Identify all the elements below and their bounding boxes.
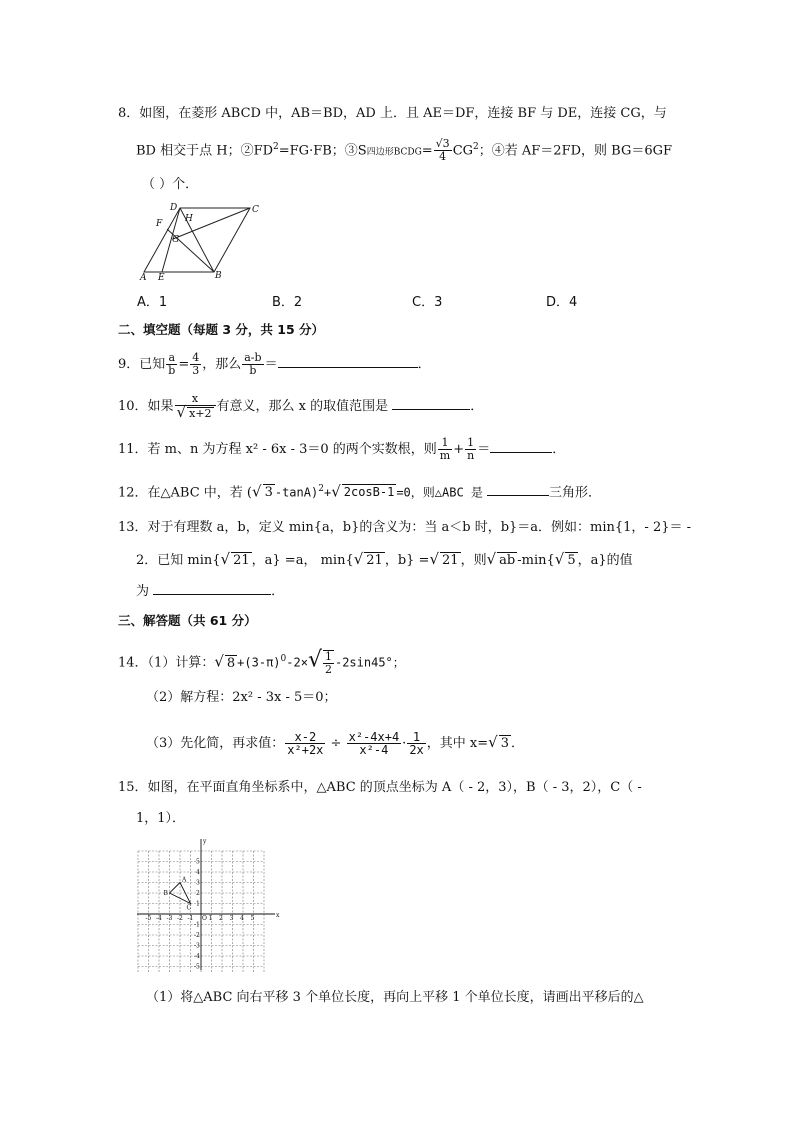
q11-part: 11．若 m、n 为方程 x² - 6x - 3＝0 的两个实数根，则 <box>118 442 437 457</box>
q9-part: 9．已知 <box>118 357 166 372</box>
figure-point-label: D <box>170 203 178 213</box>
q12-part: 三角形． <box>549 485 602 501</box>
sqrt-content: 21 <box>442 553 459 568</box>
figure-point-label: E <box>158 273 165 283</box>
y-tick-label: -5 <box>194 963 200 971</box>
q9-frac3 <box>242 352 263 377</box>
q11-part: + <box>453 442 465 457</box>
q10-part: ． <box>470 399 484 414</box>
frac-den: b <box>249 364 257 377</box>
q12-part: + <box>323 485 332 500</box>
y-tick-label: -2 <box>194 932 200 939</box>
q8-frac-den: 4 <box>439 150 447 164</box>
x-tick-label: 3 <box>229 915 234 922</box>
sqrt-content: 5 <box>567 553 576 568</box>
y-tick-label: 2 <box>196 890 200 897</box>
q11-part: ＝ <box>477 442 491 457</box>
q9-part: ． <box>417 357 431 372</box>
q9-frac1 <box>166 352 177 377</box>
q8-line2-part: = <box>421 143 433 159</box>
q8-frac-num: √3 <box>435 137 450 151</box>
figure-point-label: A <box>140 273 147 283</box>
q14-part: ÷ <box>330 736 342 751</box>
q11-frac2 <box>465 437 476 462</box>
frac-num: x <box>175 393 216 406</box>
q14-frac3 <box>407 731 425 756</box>
q11-frac1 <box>438 437 452 462</box>
figure-point-label: C <box>252 205 259 215</box>
frac-den: 2 <box>324 663 332 676</box>
frac-den: x²-4 <box>359 743 389 757</box>
q13-line2: 2．已知 min{√ 21 ，a} =a， min{√ 21 ，b} =√ 21 ，则√ ab -min{√ 5 ，a}的值 <box>136 550 633 568</box>
q9-part: = <box>178 357 190 372</box>
answer-blank[interactable] <box>278 355 418 368</box>
frac-num: x-2 <box>285 731 325 744</box>
q10 <box>118 393 483 420</box>
q13-part: 2．已知 min{ <box>136 553 221 568</box>
sqrt-content: 21 <box>233 553 250 568</box>
point-a-label: A <box>182 876 187 884</box>
frac-num: 4 <box>192 351 200 364</box>
figure-point-label: G <box>172 235 180 245</box>
q14-part2: （2）解方程：2x² - 3x - 5＝0； <box>146 690 337 705</box>
q14-part: ，其中 x= <box>426 736 489 751</box>
q13-line3 <box>136 582 284 601</box>
q13-part: ，a} =a， min{ <box>251 553 354 568</box>
sqrt-content: 3 <box>264 485 273 501</box>
point-b-label: B <box>163 890 168 897</box>
q14-sup: 0 <box>280 654 287 665</box>
q14-frac2 <box>347 731 402 756</box>
frac-den: b <box>168 364 176 377</box>
figure-point-label: H <box>185 214 193 224</box>
rhombus-figure <box>130 198 270 284</box>
x-tick-label: -1 <box>187 915 194 922</box>
y-axis-label: y <box>203 838 207 845</box>
frac-num: 1 <box>465 437 476 450</box>
q9-frac2 <box>190 352 201 377</box>
q14-part: · <box>402 736 407 751</box>
q12-part: 12．在△ABC 中，若 ( <box>118 485 253 501</box>
point-c-label: C <box>186 904 192 912</box>
frac-den: m <box>439 449 451 462</box>
frac-den: n <box>467 449 475 462</box>
q8-line2-part: BD 相交于点 H；②FD <box>136 143 274 159</box>
q9-part: ＝ <box>264 357 278 372</box>
x-axis-label: x <box>276 912 280 919</box>
q8-line3: （ ）个． <box>142 177 199 192</box>
section-3-title: 三、解答题（共 61 分） <box>118 613 257 628</box>
answer-blank[interactable] <box>392 397 470 410</box>
q12-part: -tanA) <box>274 485 319 500</box>
q8-line1: 8．如图，在菱形 ABCD 中，AB＝BD，AD 上．且 AE＝DF，连接 BF 与 DE，连接 CG，与 <box>118 106 667 121</box>
y-tick-label: -1 <box>194 921 200 929</box>
figure-point-label: B <box>215 271 222 281</box>
q13-part: 为 <box>136 584 150 599</box>
q15-line3: （1）将△ABC 向右平移 3 个单位长度，再向上平移 1 个单位长度，请画出平移后的△ <box>146 990 644 1005</box>
frac-num: a <box>166 352 177 365</box>
sqrt-content: 21 <box>366 553 383 568</box>
q14-part: -2× <box>286 655 308 670</box>
q13-part: ，a}的值 <box>577 553 633 568</box>
y-tick-label: -3 <box>194 942 200 950</box>
x-tick-label: -4 <box>156 915 162 922</box>
frac-num: 1 <box>407 731 425 744</box>
q12-sup: 2 <box>318 484 324 494</box>
q10-frac <box>175 393 216 420</box>
q13-part: ． <box>271 584 285 599</box>
frac-num: 1 <box>324 650 332 663</box>
figure-point-label: F <box>156 219 163 229</box>
q14-part1: 14．（1）计算：√ $8 +(3-\pi)^0-2\times√$ $\frac{1}{2}$ -2sin45°； <box>118 647 405 676</box>
option-a[interactable]: A．1 <box>137 295 168 310</box>
q12-part: =0，则△ABC 是 <box>396 485 483 500</box>
sqrt-content: 2cosB-1 <box>343 485 395 500</box>
q13-part: ，b} = <box>384 553 430 568</box>
frac-den: √ x+2 <box>176 403 212 421</box>
sqrt-content: 3 <box>500 736 509 751</box>
q14-part: -2sin45°； <box>334 655 405 670</box>
x-tick-label: 4 <box>240 915 244 922</box>
sqrt-content: x+2 <box>189 407 212 420</box>
q11-part: ． <box>552 442 566 457</box>
x-tick-label: -3 <box>166 915 173 922</box>
q8-fraction <box>434 138 452 163</box>
frac-num: x²-4x+4 <box>348 730 400 744</box>
sqrt-content: 8 <box>226 655 236 671</box>
q8-line2-part: ；④若 AF＝2FD，则 BG＝6GF <box>478 143 673 159</box>
q13-part: ，则 <box>460 553 487 568</box>
x-tick-label: -2 <box>177 915 183 922</box>
q9-part: ，那么 <box>202 357 242 372</box>
q14-frac1 <box>285 731 325 756</box>
y-tick-label: 5 <box>196 858 200 866</box>
q15-line1: 15．如图，在平面直角坐标系中，△ABC 的顶点坐标为 A（ - 2，3），B（ - 3，2），C（ - <box>118 780 642 795</box>
q14-part3: （3）先化简，再求值： $\frac{x-2}{\text{x²+2x}}$ ÷ $\frac{\text{x²-4x+4}}{\text{x²-4}}$ · $\frac{1}{2x}$ ，其中 x=√ 3 ． <box>146 730 524 757</box>
coordinate-grid <box>135 836 280 972</box>
y-tick-label: 3 <box>196 879 200 887</box>
x-tick-label: 2 <box>219 915 223 922</box>
q11 <box>118 437 565 462</box>
q13-line1: 13．对于有理数 a，b，定义 min{a，b}的含义为：当 a＜b 时，b}＝a．例如：min{1，- 2}＝ - <box>118 520 692 535</box>
answer-blank[interactable] <box>153 582 271 595</box>
q10-part: 有意义，那么 x 的取值范围是 <box>216 399 389 414</box>
q13-part: -min{ <box>517 553 555 568</box>
origin-label: O <box>202 915 207 922</box>
q8-line2-part: =FG·FB；③S <box>278 143 367 159</box>
q14-part: ． <box>510 736 524 751</box>
sqrt-content: ab <box>499 553 516 568</box>
frac-num: a-b <box>244 351 262 364</box>
frac-den: x²+2x <box>287 743 324 757</box>
q8-subscript: 四边形BCDG <box>366 147 422 158</box>
y-tick-label: -4 <box>194 953 200 960</box>
y-tick-label: 4 <box>196 869 200 876</box>
q8-line2: BD 相交于点 H；$②FD^2=FG\cdot FB$；③S四边形BCDG= $\frac{√3}{4}$ $CG^2$；④若 AF＝2FD，则 BG＝6GF <box>136 137 673 164</box>
option-c[interactable]: C．3 <box>412 295 443 310</box>
section-2-title: 二、填空题（每题 3 分，共 15 分） <box>118 322 325 337</box>
frac-den: 3 <box>192 364 200 377</box>
q12: 12．在△ABC 中，若 (√ 3 -tanA)$^2$+√ 2cosB-1 =0，则△ABC 是 三角形． <box>118 482 602 501</box>
q15-line2: 1，1）． <box>136 811 186 826</box>
x-tick-label: 1 <box>208 915 213 922</box>
frac-den: 2x <box>409 743 424 757</box>
q14-part: （3）先化简，再求值： <box>146 736 285 751</box>
q14-part: 14．（1）计算： <box>118 655 215 671</box>
x-tick-label: 5 <box>250 915 255 922</box>
option-b[interactable]: B．2 <box>272 295 303 310</box>
q14-part: +(3-π) <box>237 655 281 670</box>
answer-blank[interactable] <box>487 483 549 496</box>
x-tick-label: -5 <box>145 915 152 922</box>
q9 <box>118 352 431 377</box>
q8-line2-part: CG <box>452 143 474 159</box>
frac-num: 1 <box>438 437 452 450</box>
option-d[interactable]: D．4 <box>546 295 578 310</box>
y-tick-label: 1 <box>196 900 200 908</box>
q10-part: 10．如果 <box>118 399 174 414</box>
answer-blank[interactable] <box>490 440 552 453</box>
q14-frac <box>323 650 334 676</box>
